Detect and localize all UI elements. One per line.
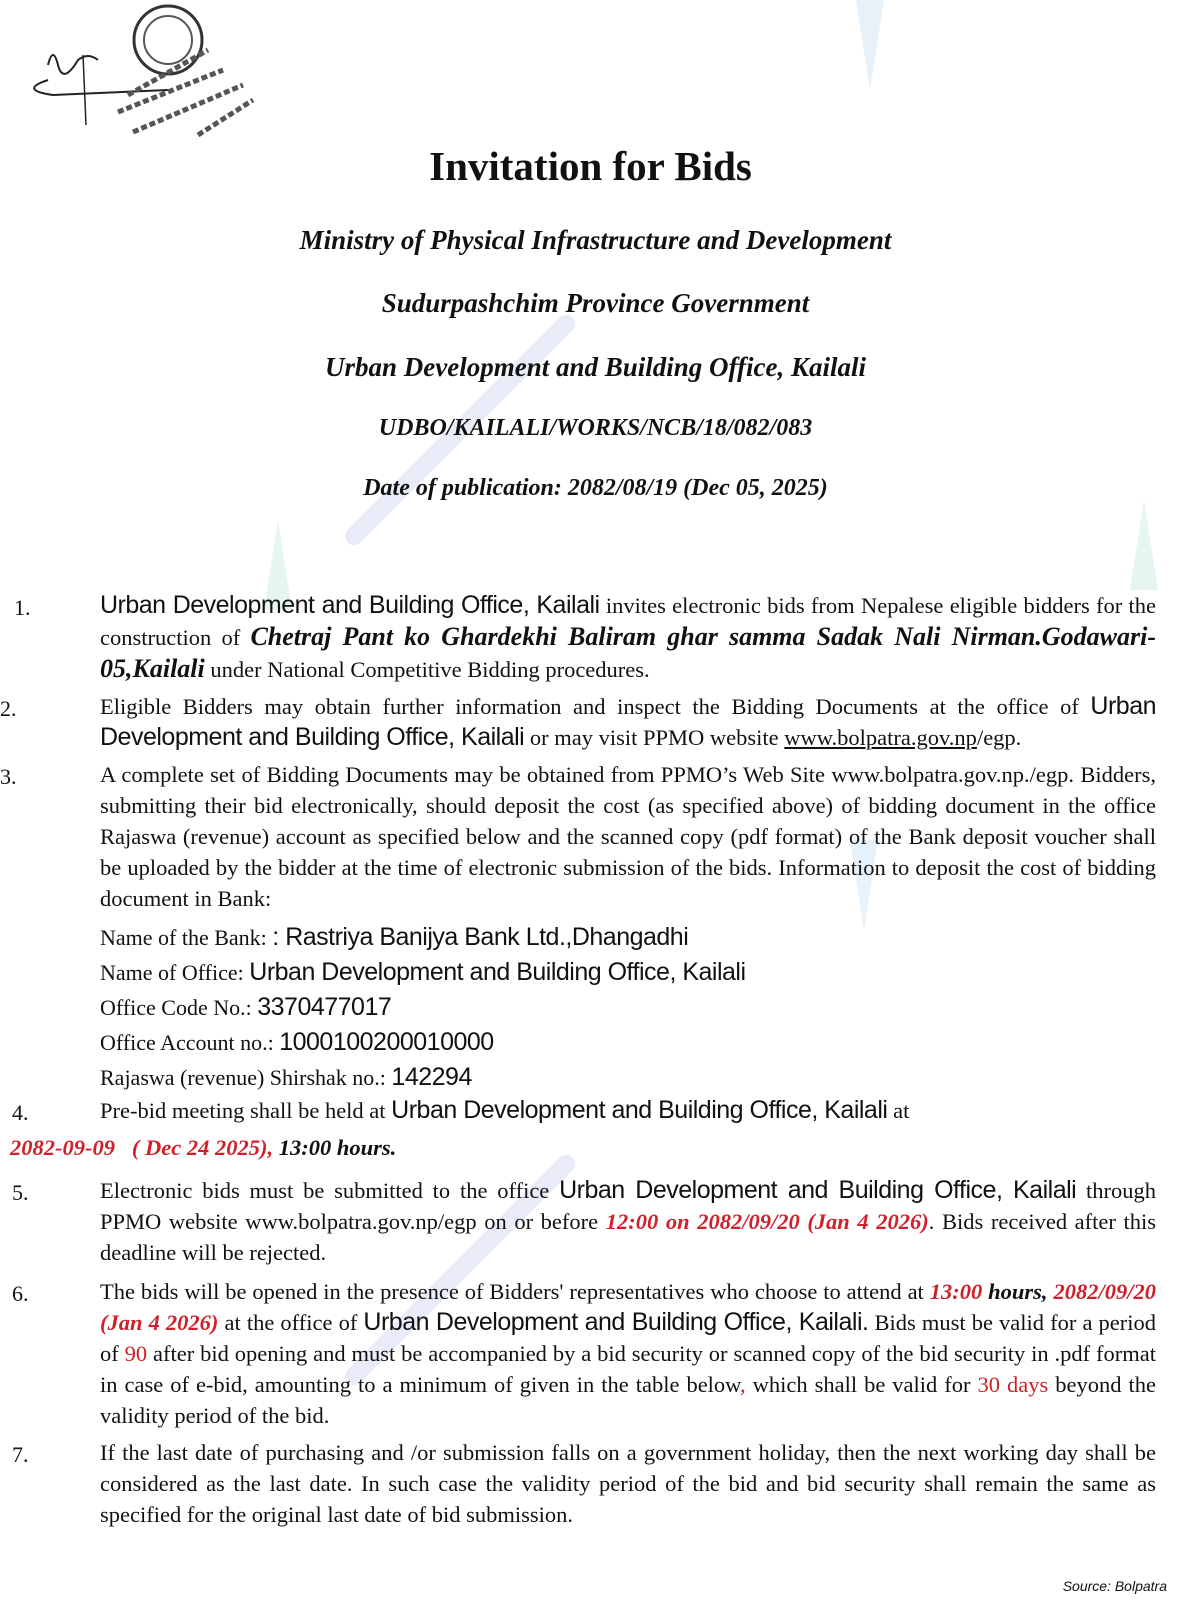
ministry-name: Ministry of Physical Infrastructure and Development: [299, 225, 892, 255]
text-segment: under National Competitive Bidding procedures.: [204, 657, 650, 682]
text-segment: The bids will be opened in the presence of Bidders' representatives who choose to attend at: [100, 1279, 930, 1304]
bank-info-label: Office Account no.:: [100, 1030, 280, 1055]
bank-info-value: 1000100200010000: [279, 1028, 494, 1056]
bank-info-label: Name of the Bank:: [100, 925, 273, 950]
text-segment: Urban Development and Building Office, Kailali: [100, 591, 600, 619]
item-number: 6.: [12, 1281, 29, 1306]
text-segment: /egp.: [976, 725, 1022, 750]
text-segment: beyond the validity period of the bid.: [100, 1372, 1156, 1428]
paragraph-2: [0, 691, 1156, 753]
text-segment: 12:00 on 2082/09/20 (Jan 4 2026): [605, 1209, 929, 1234]
text-segment: Chetraj Pant ko Ghardekhi Baliram ghar samma Sadak Nali Nirman.Godawari-05,Kailali: [100, 622, 1156, 683]
prebid-date: 2082-09-09 ( Dec 24 2025),: [10, 1135, 274, 1160]
text-segment: invites electronic bids from Nepalese eligible bidders for the construction of: [100, 593, 1156, 650]
item-number: 7.: [12, 1442, 29, 1467]
text-segment: 13:00: [929, 1279, 983, 1304]
item-number: 4.: [12, 1100, 29, 1125]
bank-info-label: Office Code No.:: [100, 995, 258, 1020]
publication-date: Date of publication: 2082/08/19 (Dec 05, 2025): [363, 475, 828, 501]
text-segment: Urban Development and Building Office, Kailali.: [363, 1308, 869, 1336]
bank-info-row: [100, 920, 1156, 955]
text-segment: . Bids received after this deadline will be rejected.: [100, 1209, 1156, 1265]
text-segment: 30 days: [977, 1372, 1049, 1397]
bank-info-row: [100, 990, 1156, 1025]
page-title: Invitation for Bids: [429, 143, 752, 189]
decorative-arrow-icon: [1130, 500, 1158, 590]
source-credit: Source: Bolpatra: [1062, 1578, 1167, 1594]
paragraph-6: [12, 1276, 1157, 1431]
paragraph-5: [12, 1175, 1157, 1268]
bank-info-value: Urban Development and Building Office, Kailali: [249, 958, 746, 986]
bank-info-row: [100, 955, 1156, 990]
text-segment: which shall be valid for: [745, 1372, 978, 1397]
paragraph-4: [12, 1095, 1156, 1126]
reference-number: UDBO/KAILALI/WORKS/NCB/18/082/083: [378, 415, 813, 441]
bank-info-label: Rajaswa (revenue) Shirshak no.:: [100, 1065, 392, 1090]
text-segment: at: [887, 1098, 910, 1123]
text-segment: If the last date of purchasing and /or submission falls on a government holiday, then the next working day shall be considered as the last date. In such case the validity period of the bid and bid security shall remain the same as specified for the original last date of bid submission.: [100, 1440, 1156, 1527]
text-segment: Urban Development and Building Office, Kailali: [100, 692, 1156, 751]
text-segment: Urban Development and Building Office, Kailali: [391, 1096, 888, 1124]
text-segment: at the office of: [218, 1310, 364, 1335]
item-number: 5.: [12, 1180, 29, 1205]
prebid-time: 13:00 hours.: [273, 1135, 397, 1160]
notice-body: [0, 590, 1157, 1536]
text-segment: Electronic bids must be submitted to the office: [100, 1178, 560, 1203]
province-name: Sudurpashchim Province Government: [381, 288, 810, 318]
office-name: Urban Development and Building Office, Kailali: [324, 352, 866, 382]
item-number: 3.: [0, 764, 17, 789]
text-segment: Pre-bid meeting shall be held at: [100, 1098, 392, 1123]
paragraph-7: [12, 1437, 1156, 1530]
text-segment: www.bolpatra.gov.np: [784, 725, 977, 750]
bank-info-value: 3370477017: [257, 993, 392, 1021]
item-number: 2.: [0, 696, 17, 721]
text-segment: 90: [124, 1341, 148, 1366]
office-stamp-signature: [8, 0, 278, 145]
text-segment: Eligible Bidders may obtain further information and inspect the Bidding Documents at the office of: [100, 694, 1091, 719]
text-segment: hours,: [982, 1279, 1054, 1304]
prebid-datetime: [10, 1132, 1156, 1163]
bank-info-row: [100, 1060, 1156, 1095]
text-segment: ,: [739, 1372, 746, 1397]
bank-info-value: 142294: [391, 1063, 472, 1091]
text-segment: after bid opening and must be accompanied by a bid security or scanned copy of the bid security in .pdf format in case of e-bid, amounting to a minimum of given in the table below: [100, 1341, 1157, 1397]
paragraph-3: [0, 759, 1156, 914]
text-segment: Urban Development and Building Office, Kailali: [559, 1176, 1077, 1204]
text-segment: through PPMO website www.bolpatra.gov.np/egp on or before: [100, 1178, 1157, 1234]
text-segment: or may visit PPMO website: [524, 725, 785, 750]
paragraph-1: [14, 590, 1156, 685]
text-segment: A complete set of Bidding Documents may be obtained from PPMO’s Web Site www.bolpatra.gov.np./egp. Bidders, submitting their bid electronically, should deposit the cost (as specified above) of bidding document in the office Rajaswa (revenue) account as specified below and the scanned copy (pdf format) of the Bank deposit voucher shall be uploaded by the bidder at the time of electronic submission of the bids. Information to deposit the cost of bidding document in Bank:: [100, 762, 1156, 911]
bank-info-label: Name of Office:: [100, 960, 250, 985]
bank-info-value: : Rastriya Banijya Bank Ltd.,Dhangadhi: [272, 923, 689, 951]
text-segment: 2082/09/20 (Jan 4 2026): [100, 1279, 1156, 1335]
decorative-arrow-icon: [856, 0, 884, 90]
text-segment: Bids must be valid for a period of: [100, 1310, 1157, 1366]
item-number: 1.: [14, 595, 31, 620]
bank-info-row: [100, 1025, 1156, 1060]
